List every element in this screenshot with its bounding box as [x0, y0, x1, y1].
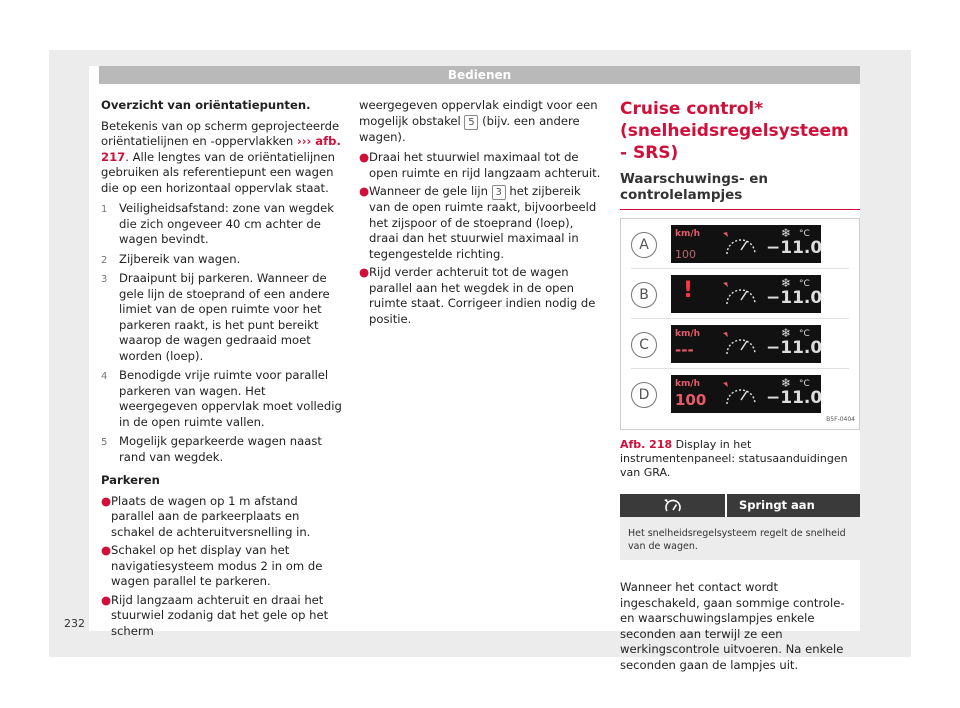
- legend-text: Mogelijk geparkeerde wagen naast rand van wegdek.: [119, 434, 322, 464]
- reference-badge: 5: [464, 115, 478, 130]
- snowflake-icon: ❄: [781, 376, 792, 390]
- snowflake-icon: ❄: [781, 276, 792, 290]
- bullet-item: [359, 184, 602, 262]
- figure-reference-link[interactable]: ››› afb. 217: [101, 134, 341, 164]
- bullet-dot: ●: [101, 543, 112, 557]
- intro-paragraph: [101, 119, 343, 197]
- outside-temperature: −11.0: [766, 388, 823, 408]
- outside-temperature: −11.0: [766, 238, 823, 258]
- running-header: Bedienen: [99, 66, 860, 84]
- outside-temperature: −11.0: [766, 288, 823, 308]
- bullet-dot: ●: [359, 150, 370, 164]
- caption-label: Afb. 218: [620, 438, 673, 451]
- subsection-title: Waarschuwings- en controlelampjes: [620, 172, 860, 210]
- warning-exclamation-icon: !: [683, 278, 694, 303]
- legend-number: 3: [101, 274, 108, 285]
- bullet-text: Wanneer de gele lijn: [369, 184, 488, 198]
- bullet-text: Schakel op het display van het navigatiesysteem modus 2 in om de wagen parallel te parkeren.: [111, 543, 323, 588]
- legend-item: [101, 201, 343, 248]
- table-header-label: Springt aan: [739, 498, 815, 512]
- paragraph-text: weergegeven oppervlak eindigt voor een mogelijk obstakel: [359, 98, 598, 128]
- description-paragraph: Wanneer het contact wordt ingeschakeld, gaan sommige controle- en waarschuwingslampjes enkele seconden aan terwijl ze een werkingscontrole uitvoeren. Na enkele seconden gaan de lampjes uit.: [620, 580, 845, 672]
- cruise-gauge-icon: [721, 330, 761, 360]
- snowflake-icon: ❄: [781, 226, 792, 240]
- display-screen: [671, 375, 821, 413]
- bullet-item: [101, 494, 343, 541]
- divider: [631, 268, 849, 269]
- temp-unit: °C: [799, 229, 810, 239]
- paragraph-text-end: (bijv. een andere wagen).: [359, 113, 580, 144]
- display-panel-a: [631, 223, 849, 269]
- display-screen: [671, 225, 821, 263]
- bullet-dot: ●: [359, 184, 370, 198]
- figure-caption: [620, 438, 860, 480]
- speed-unit: km/h: [675, 329, 701, 339]
- legend-text: Veiligheidsafstand: zone van wegdek die zich ongeveer 40 cm achter de wagen bevindt.: [119, 201, 334, 246]
- divider: [631, 318, 849, 319]
- legend-text: Benodigde vrije ruimte voor parallel parkeren van wagen. Het weergegeven oppervlak moet volledig in de open ruimte vallen.: [119, 368, 342, 429]
- panel-letter: D: [631, 382, 657, 408]
- column-left: [101, 98, 343, 642]
- table-header: [620, 494, 860, 517]
- panel-letter: A: [631, 232, 657, 258]
- panel-letter: B: [631, 282, 657, 308]
- legend-text: Zijbereik van wagen.: [119, 251, 241, 266]
- legend-number: 2: [101, 254, 108, 266]
- legend-list: [101, 201, 343, 465]
- display-panel-b: [631, 273, 849, 319]
- legend-text: Draaipunt bij parkeren. Wanneer de gele lijn de stoeprand of een andere limiet van de open ruimte voor het parkeren raakt, is het punt bereikt waarop de wagen gedraaid moet worden (loep).: [119, 271, 330, 363]
- intro-text-end: . Alle lengtes van de oriëntatielijnen gebruiken als referentiepunt een wagen die op een horizontaal oppervlak staat.: [101, 149, 336, 195]
- bullet-text: Draai het stuurwiel maximaal tot de open ruimte en rijd langzaam achteruit.: [369, 150, 601, 180]
- table-body: Het snelheidsregelsysteem regelt de snelheid van de wagen.: [620, 517, 860, 560]
- display-panel-d: [631, 373, 849, 419]
- set-speed: 100: [675, 391, 707, 409]
- legend-item: [101, 271, 343, 364]
- column-middle: [359, 98, 602, 330]
- cruise-gauge-icon: [721, 230, 761, 260]
- bullet-text: Plaats de wagen op 1 m afstand parallel aan de parkeerplaats en schakel de achteruitversnelling in.: [111, 493, 311, 539]
- legend-number: 5: [101, 437, 108, 448]
- bullet-dot: ●: [359, 265, 370, 279]
- column-right: [620, 98, 860, 678]
- bullet-dot: ●: [101, 493, 112, 508]
- legend-item: [101, 434, 343, 465]
- speed-unit: km/h: [675, 229, 701, 239]
- bullet-dot: ●: [101, 592, 112, 607]
- overview-heading: Overzicht van oriëntatiepunten.: [101, 98, 311, 112]
- display-screen: [671, 325, 821, 363]
- display-screen: [671, 275, 821, 313]
- intro-text: Betekenis van op scherm geprojecteerde oriëntatielijnen en -oppervlakken: [101, 118, 340, 148]
- bullet-text-end: het zijbereik van de open ruimte raakt, bijvoorbeeld het zijspoor of de stoeprand (loep), draai dan het stuurwiel maximaal in tegengestelde richting.: [369, 184, 597, 261]
- page-number: 232: [64, 617, 85, 630]
- bullet-text: Rijd verder achteruit tot de wagen parallel aan het wegdek in de open ruimte staat. Corrigeer indien nodig de positie.: [369, 265, 596, 326]
- cruise-gauge-icon: [721, 380, 761, 410]
- temp-unit: °C: [799, 279, 810, 289]
- temp-unit: °C: [799, 379, 810, 389]
- figure-code: B5F-0404: [826, 415, 855, 423]
- display-panel-c: [631, 323, 849, 369]
- instrument-display-figure: [620, 218, 860, 430]
- set-speed: 100: [675, 248, 696, 261]
- section-title: Cruise control* (snelheidsregelsysteem - SRS): [620, 99, 849, 163]
- parking-heading: Parkeren: [101, 473, 160, 487]
- divider: [631, 368, 849, 369]
- speed-unit: km/h: [675, 379, 701, 389]
- legend-number: 1: [101, 204, 108, 215]
- cruise-control-icon: [620, 494, 727, 517]
- outside-temperature: −11.0: [766, 338, 823, 358]
- temp-unit: °C: [799, 329, 810, 339]
- legend-item: [101, 252, 343, 268]
- bullet-item: [101, 593, 343, 640]
- reference-badge: 3: [492, 185, 506, 200]
- caption-text: Display in het instrumentenpaneel: statusaanduidingen van GRA.: [620, 438, 848, 479]
- panel-letter: C: [631, 332, 657, 358]
- bullet-item: [359, 150, 602, 181]
- bullet-item: [101, 543, 343, 590]
- bullet-text: Rijd langzaam achteruit en draai het stuurwiel zodanig dat het gele op het scherm: [111, 592, 329, 638]
- cruise-gauge-icon: [721, 280, 761, 310]
- snowflake-icon: ❄: [781, 326, 792, 340]
- bullet-item: [359, 265, 602, 327]
- legend-number: 4: [101, 371, 108, 382]
- set-speed: ---: [675, 341, 694, 359]
- legend-item: [101, 368, 343, 430]
- continued-paragraph: [359, 98, 602, 145]
- indicator-table: [620, 494, 860, 560]
